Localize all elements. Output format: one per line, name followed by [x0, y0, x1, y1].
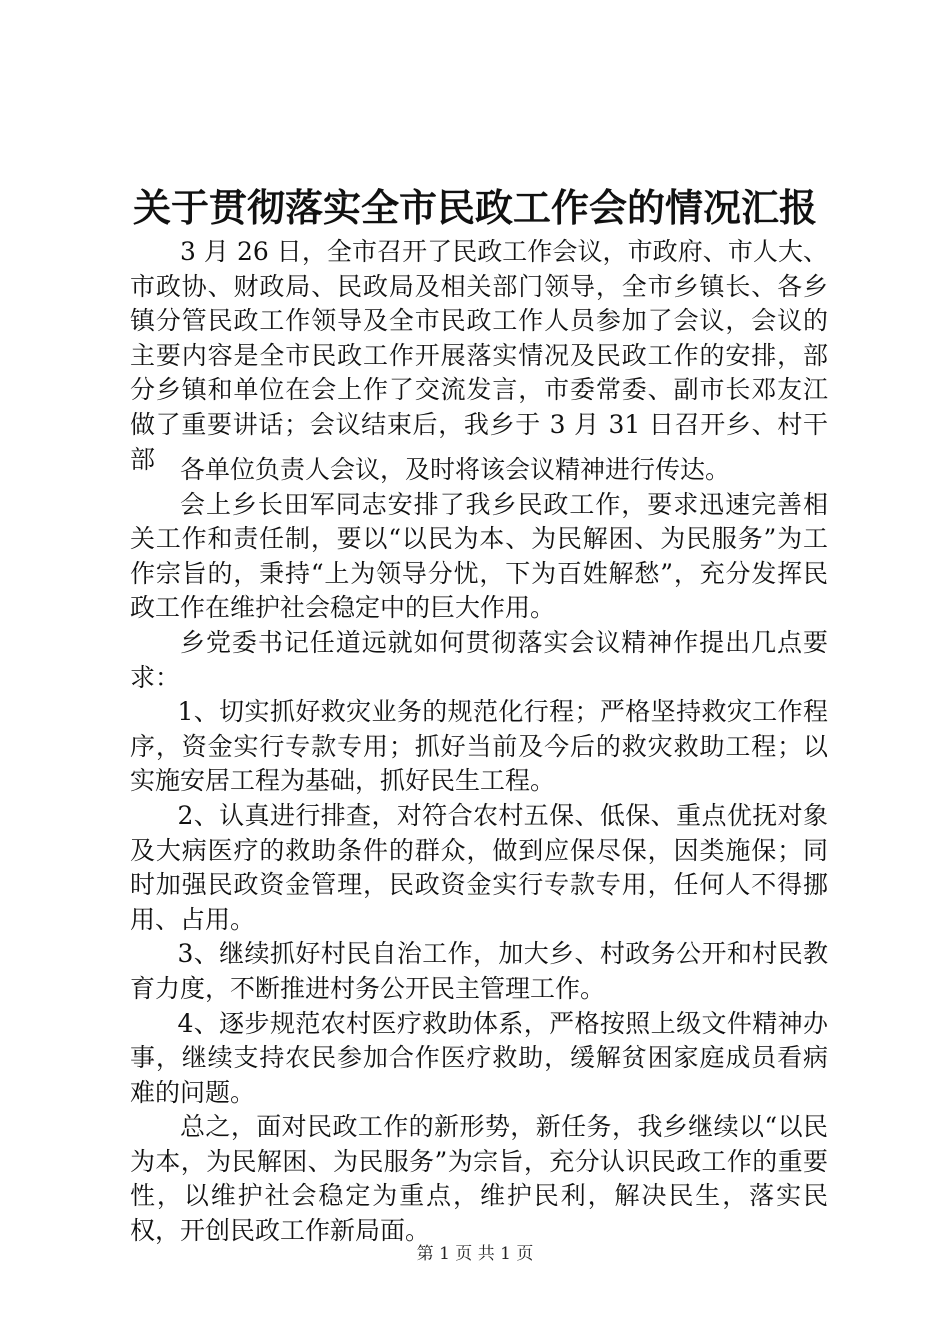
- body-block-first: [130, 235, 828, 477]
- paragraph-party-secretary: 乡党委书记任道远就如何贯彻落实会议精神作提出几点要求：: [130, 627, 828, 692]
- body-block-second: [130, 453, 828, 1249]
- list-item-requirement-4: 4、逐步规范农村医疗救助体系，严格按照上级文件精神办事，继续支持农民参加合作医疗救助，缓解贫困家庭成员看病难的问题。: [130, 1008, 828, 1107]
- list-item-requirement-1: 1、切实抓好救灾业务的规范化行程；严格坚持救灾工作程序，资金实行专款专用；抓好当前及今后的救灾救助工程；以实施安居工程为基础，抓好民生工程。: [130, 697, 828, 796]
- paragraph-conclusion: 总之，面对民政工作的新形势，新任务，我乡继续以“以民为本，为民解困、为民服务”为宗旨，充分认识民政工作的重要性，以维护社会稳定为重点，维护民利，解决民生，落实民权，开创民政工作新局面。: [130, 1112, 828, 1246]
- paragraph-meeting-summary: 3 月 26 日，全市召开了民政工作会议，市政府、市人大、市政协、财政局、民政局及相关部门领导，全市乡镇长、各乡镇分管民政工作领导及全市民政工作人员参加了会议，会议的主要内容是全市民政工作开展落实情况及民政工作的安排，部分乡镇和单位在会上作了交流发言，市委常委、副市长邓友江做了重要讲话；会议结束后，我乡于 3 月 31 日召开乡、村干部: [130, 237, 828, 474]
- paragraph-township-head: 会上乡长田军同志安排了我乡民政工作，要求迅速完善相关工作和责任制，要以“以民为本、为民解困、为民服务”为工作宗旨的，秉持“上为领导分忧，下为百姓解愁”，充分发挥民政工作在维护社会稳定中的巨大作用。: [130, 489, 828, 623]
- page-number-footer: 第 1 页 共 1 页: [416, 1244, 534, 1264]
- paragraph-meeting-continuation: 各单位负责人会议，及时将该会议精神进行传达。: [180, 455, 731, 484]
- list-item-requirement-2: 2、认真进行排查，对符合农村五保、低保、重点优抚对象及大病医疗的救助条件的群众，做到应保尽保，因类施保；同时加强民政资金管理，民政资金实行专款专用，任何人不得挪用、占用。: [130, 800, 828, 934]
- list-item-requirement-3: 3、继续抓好村民自治工作，加大乡、村政务公开和村民教育力度，不断推进村务公开民主管理工作。: [130, 939, 828, 1003]
- document-title: 关于贯彻落实全市民政工作会的情况汇报: [132, 185, 817, 230]
